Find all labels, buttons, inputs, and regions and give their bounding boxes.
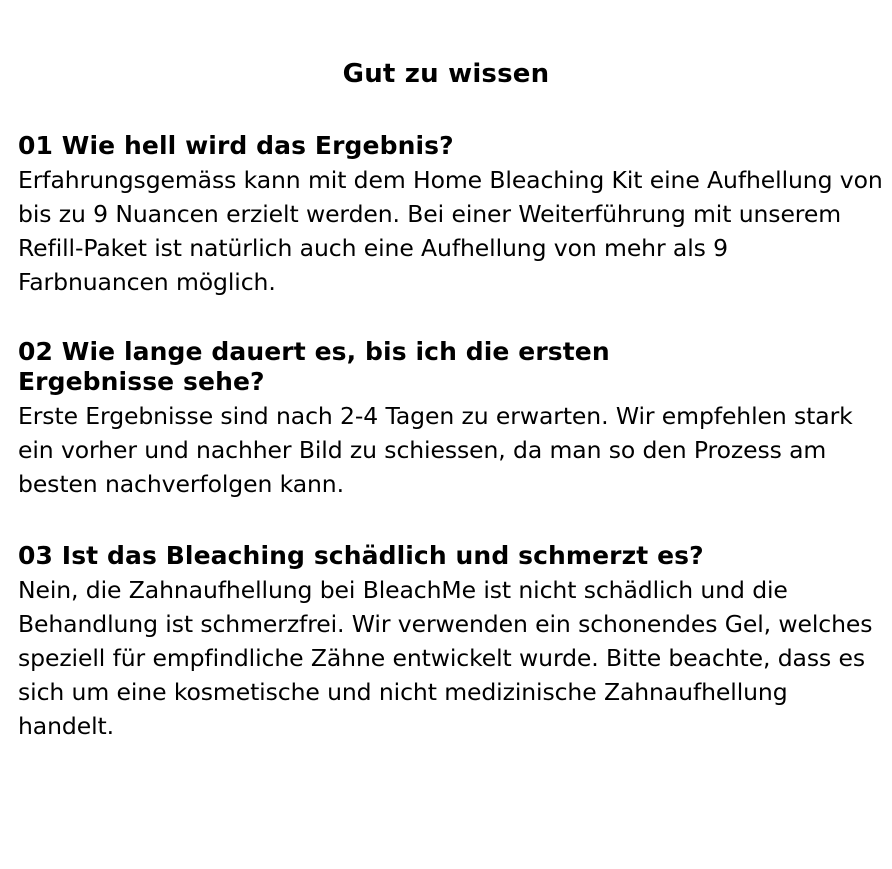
faq-question-3: 03 Ist das Bleaching schädlich und schmerzt es? xyxy=(18,541,704,570)
page-title: Gut zu wissen xyxy=(342,59,550,89)
faq-question-1: 01 Wie hell wird das Ergebnis? xyxy=(18,131,454,160)
faq-answer-1: Erfahrungsgemäss kann mit dem Home Bleaching Kit eine Aufhellung von bis zu 9 Nuancen erzielt werden. Bei einer Weiterführung mit unserem Refill-Paket ist natürlich auch eine Aufhellung von mehr als 9 Farbnuancen möglich. xyxy=(18,166,883,296)
faq-question-2-line-2: Ergebnisse sehe? xyxy=(18,367,265,396)
faq-question-2-line-1: 02 Wie lange dauert es, bis ich die ersten xyxy=(18,337,610,366)
faq-item-2 xyxy=(18,337,884,501)
faq-question-2 xyxy=(18,337,884,397)
faq-answer-2: Erste Ergebnisse sind nach 2-4 Tagen zu erwarten. Wir empfehlen stark ein vorher und nachher Bild zu schiessen, da man so den Prozess am besten nachverfolgen kann. xyxy=(18,402,853,498)
faq-item-3 xyxy=(18,541,884,743)
faq-item-1 xyxy=(18,131,884,299)
faq-answer-3: Nein, die Zahnaufhellung bei BleachMe ist nicht schädlich und die Behandlung ist schmerzfrei. Wir verwenden ein schonendes Gel, welches speziell für empfindliche Zähne entwickelt wurde. Bitte beachte, dass es sich um eine kosmetische und nicht medizinische Zahnaufhellung handelt. xyxy=(18,576,873,740)
